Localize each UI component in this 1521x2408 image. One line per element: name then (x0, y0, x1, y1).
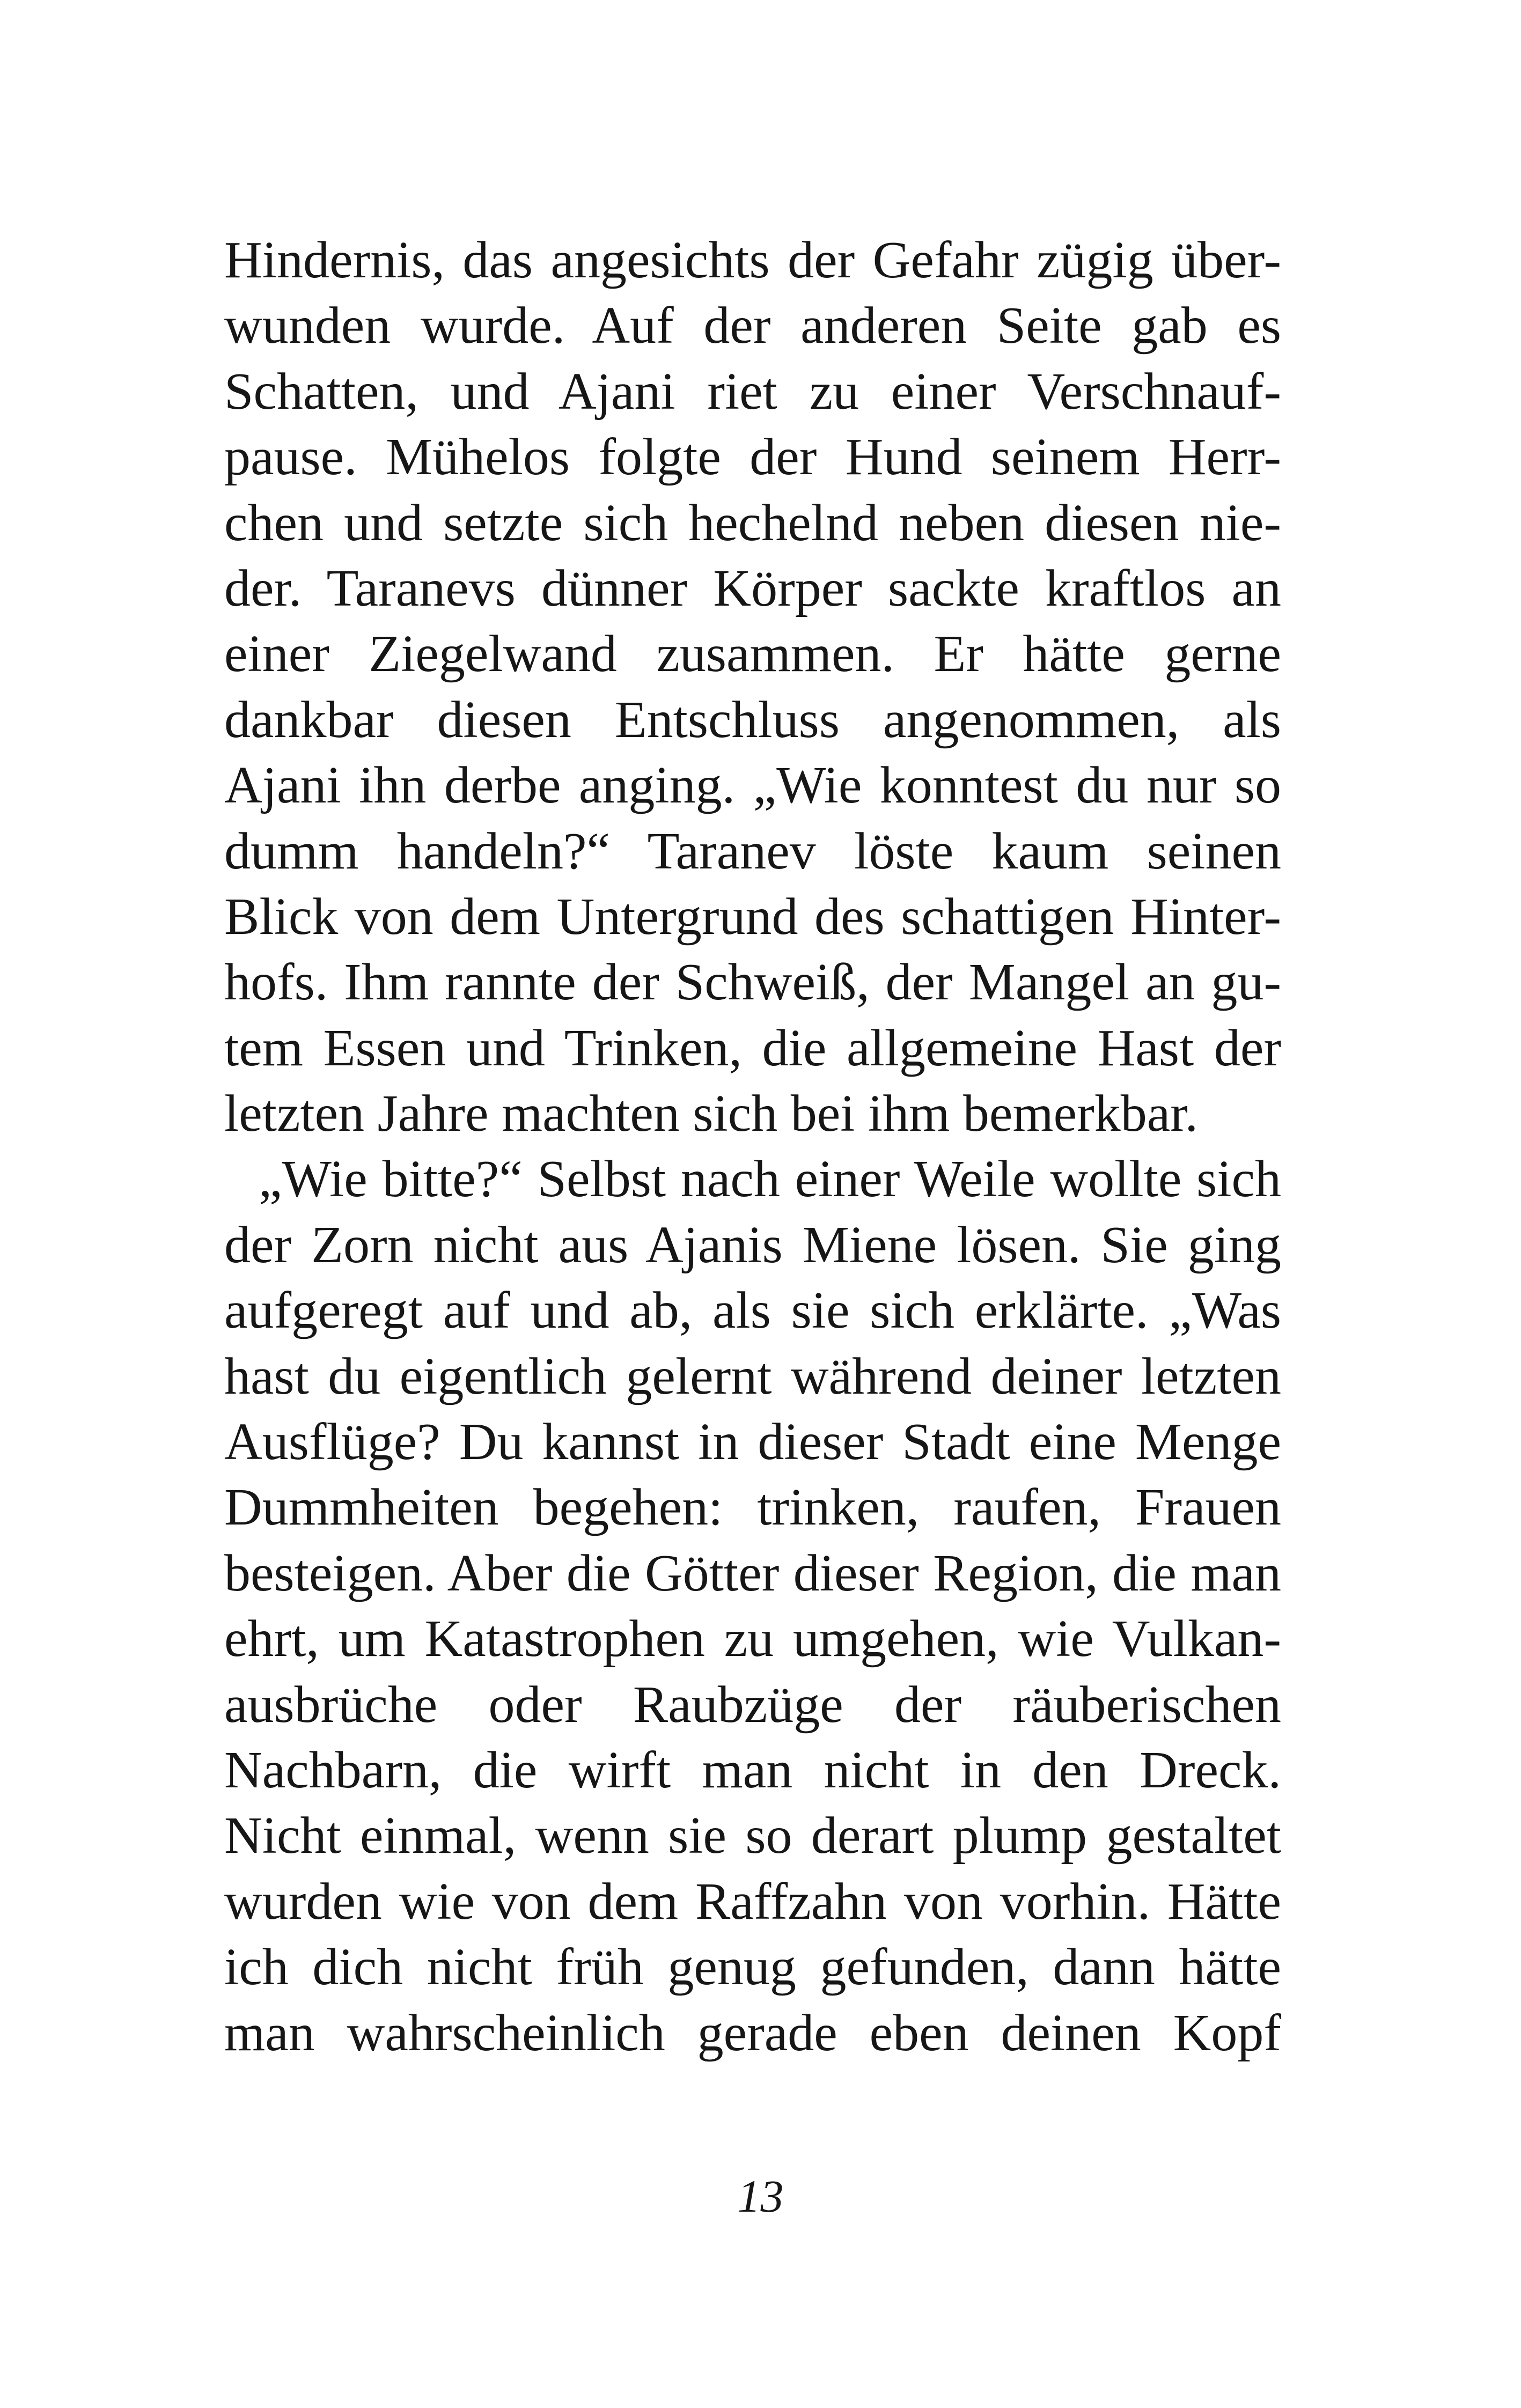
text-line-paragraph-start: „Wie bitte?“ Selbst nach einer Weile wollte sich (259, 1150, 1281, 1209)
text-line: wunden wurde. Auf der anderen Seite gab es (224, 297, 1281, 355)
text-line: der Zorn nicht aus Ajanis Miene lösen. Sie ging (224, 1216, 1281, 1274)
text-line: man wahrscheinlich gerade eben deinen Kopf (224, 2004, 1281, 2062)
text-line: dankbar diesen Entschluss angenommen, als (224, 690, 1281, 749)
text-line: Nachbarn, die wirft man nicht in den Dreck. (224, 1741, 1281, 1799)
text-line: ausbrüche oder Raubzüge der räuberischen (224, 1675, 1281, 1734)
text-line: Hindernis, das angesichts der Gefahr zügig über- (224, 231, 1281, 289)
text-line: ich dich nicht früh genug gefunden, dann hätte (224, 1938, 1281, 1997)
text-line: chen und setzte sich hechelnd neben diesen nie- (224, 494, 1281, 552)
page-number: 13 (737, 2170, 784, 2222)
text-line: hast du eigentlich gelernt während deiner letzten (224, 1347, 1281, 1405)
text-line: Schatten, und Ajani riet zu einer Verschnauf- (224, 362, 1281, 421)
text-line: ehrt, um Katastrophen zu umgehen, wie Vulkan- (224, 1610, 1281, 1668)
text-line: Blick von dem Untergrund des schattigen Hinter- (224, 887, 1281, 946)
text-line: hofs. Ihm rannte der Schweiß, der Mangel an gu- (224, 953, 1281, 1012)
text-line: pause. Mühelos folgte der Hund seinem Herr- (224, 428, 1281, 487)
text-line: Ajani ihn derbe anging. „Wie konntest du nur so (224, 756, 1281, 815)
text-line: dumm handeln?“ Taranev löste kaum seinen (224, 822, 1281, 880)
text-line: besteigen. Aber die Götter dieser Region, die man (224, 1544, 1281, 1602)
text-line: Ausflüge? Du kannst in dieser Stadt eine Menge (224, 1413, 1281, 1471)
text-line: Dummheiten begehen: trinken, raufen, Frauen (224, 1478, 1281, 1537)
text-line: aufgeregt auf und ab, als sie sich erklärte. „Was (224, 1282, 1281, 1340)
body-text (224, 227, 1281, 2066)
text-line: der. Taranevs dünner Körper sackte kraftlos an (224, 559, 1281, 617)
text-line-paragraph-end: letzten Jahre machten sich bei ihm bemerkbar. (224, 1085, 1199, 1143)
text-line: tem Essen und Trinken, die allgemeine Hast der (224, 1019, 1281, 1077)
text-line: Nicht einmal, wenn sie so derart plump gestaltet (224, 1807, 1281, 1865)
text-line: wurden wie von dem Raffzahn von vorhin. Hätte (224, 1872, 1281, 1931)
text-line: einer Ziegelwand zusammen. Er hätte gerne (224, 625, 1281, 683)
